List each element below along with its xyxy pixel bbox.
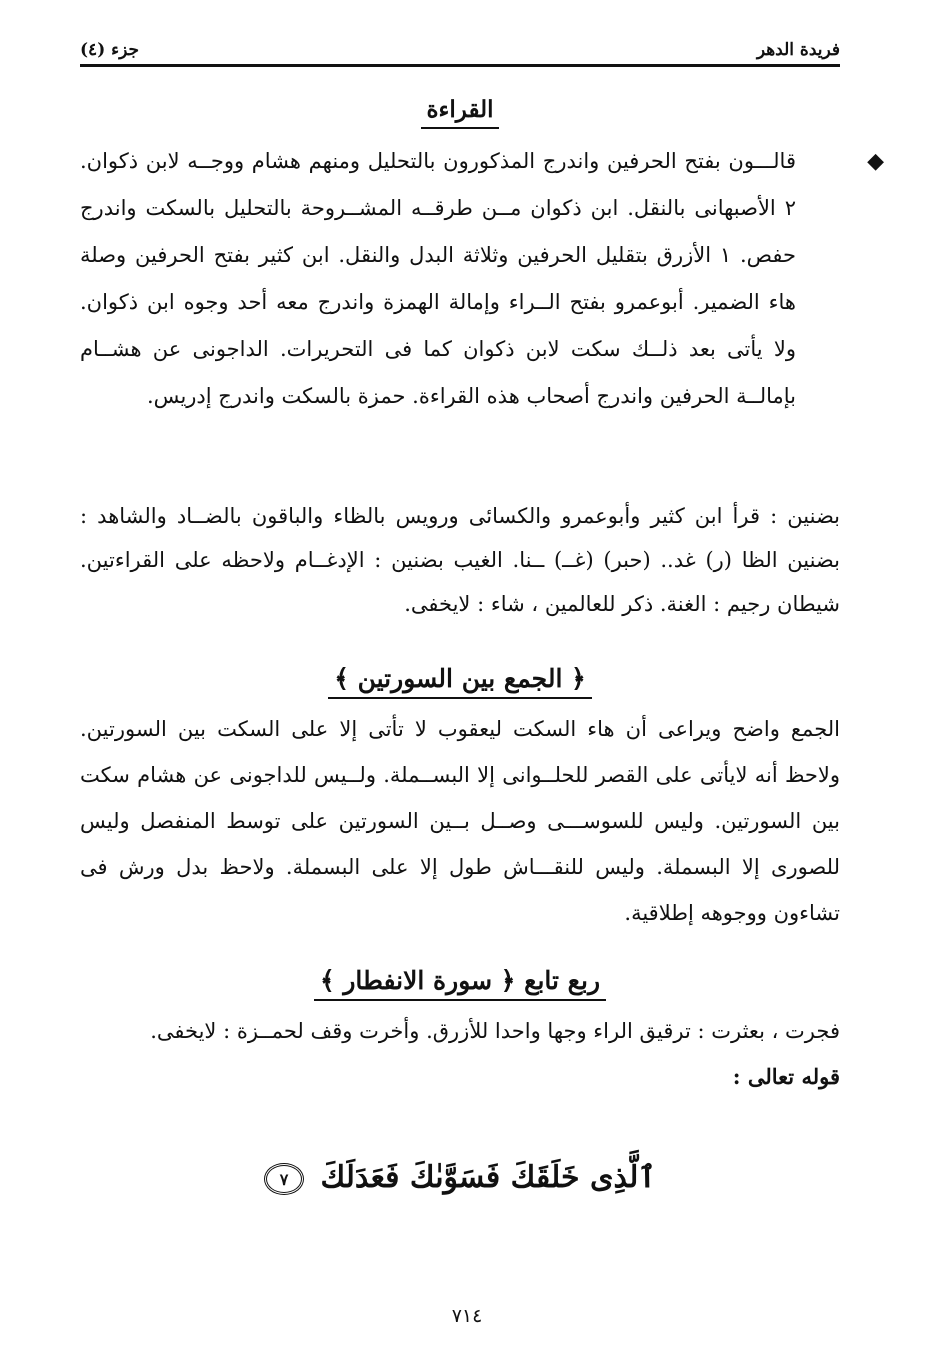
quran-verse <box>80 1160 840 1195</box>
page-number: ٧١٤ <box>451 1305 483 1327</box>
heading-text: ربع تابع ﴿ سورة الانفطار ﴾ <box>314 966 606 1001</box>
running-header <box>80 30 840 67</box>
ayah-number-mark: ٧ <box>264 1163 304 1195</box>
infitar-paragraph <box>80 1008 840 1100</box>
infitar-text: فجرت ، بعثرت : ترقيق الراء وجها واحدا للأزرق. وأخرت وقف لحمــزة : لايخفى. <box>150 1019 840 1043</box>
reading-text: قالـــون بفتح الحرفين واندرج المذكورون بالتحليل ومنهم هشام ووجــه لابن ذكوان. ٢ الأصبهانى بالنقل. ابن ذكوان مــن طرقــه المشــروحة بالتحليل بالسكت واندرج حفص. ١ الأزرق بتقليل الحرفين وثلاثة البدل والنقل. ابن كثير بفتح الحرفين وصلة هاء الضمير. أبوعمرو بفتح الــراء وإمالة الهمزة واندرج معه أحد وجوه ابن ذكوان. ولا يأتى بعد ذلــك سكت لابن ذكوان كما فى التحريرات. الداجونى عن هشــام بإمالــة الحرفين واندرج أصحاب هذه القراءة. حمزة بالسكت واندرج إدريس. <box>80 149 796 408</box>
joining-paragraph <box>80 706 840 936</box>
heading-text: القراءة <box>421 96 500 129</box>
section-heading-joining <box>80 664 840 699</box>
heading-text: ﴿ الجمع بين السورتين ﴾ <box>328 664 592 699</box>
volume-label: جزء (٤) <box>80 40 140 60</box>
reading-paragraph <box>80 138 884 420</box>
section-heading-reading <box>80 96 840 129</box>
joining-text: الجمع واضح ويراعى أن هاء السكت ليعقوب لا تأتى إلا على السكت بين السورتين. ولاحظ أنه لايأتى على القصر للحلــوانى إلا البســملة. ولــيس للداجونى عن هشام سكت بين السورتين. وليس للسوســـى وصــل بــين السورتين على توسط المنفصل وليس للصورى إلا البسملة. وليس للنقـــاش طول إلا على البسملة. ولاحظ بدل ورش فى تشاءون ووجوهه إطلاقية. <box>80 717 840 925</box>
book-title: فريدة الدهر <box>756 40 840 60</box>
diamond-bullet-icon: ◆ <box>867 149 884 174</box>
quote-intro: قوله تعالى : <box>732 1064 840 1089</box>
section-heading-infitar <box>80 966 840 1001</box>
verse-text: ٱلَّذِى خَلَقَكَ فَسَوَّىٰكَ فَعَدَلَكَ <box>320 1160 656 1195</box>
notes-paragraph <box>80 494 840 626</box>
notes-text: بضنين : قرأ ابن كثير وأبوعمرو والكسائى ورويس بالظاء والباقون بالضــاد والشاهد : بضنين الظا (ر) غد.. (حبر) (غــ) ــنا. الغيب بضنين : الإدغــام ولاحظه على القراءتين. شيطان رجيم : الغنة. ذكر للعالمين ، شاء : لايخفى. <box>80 504 840 616</box>
